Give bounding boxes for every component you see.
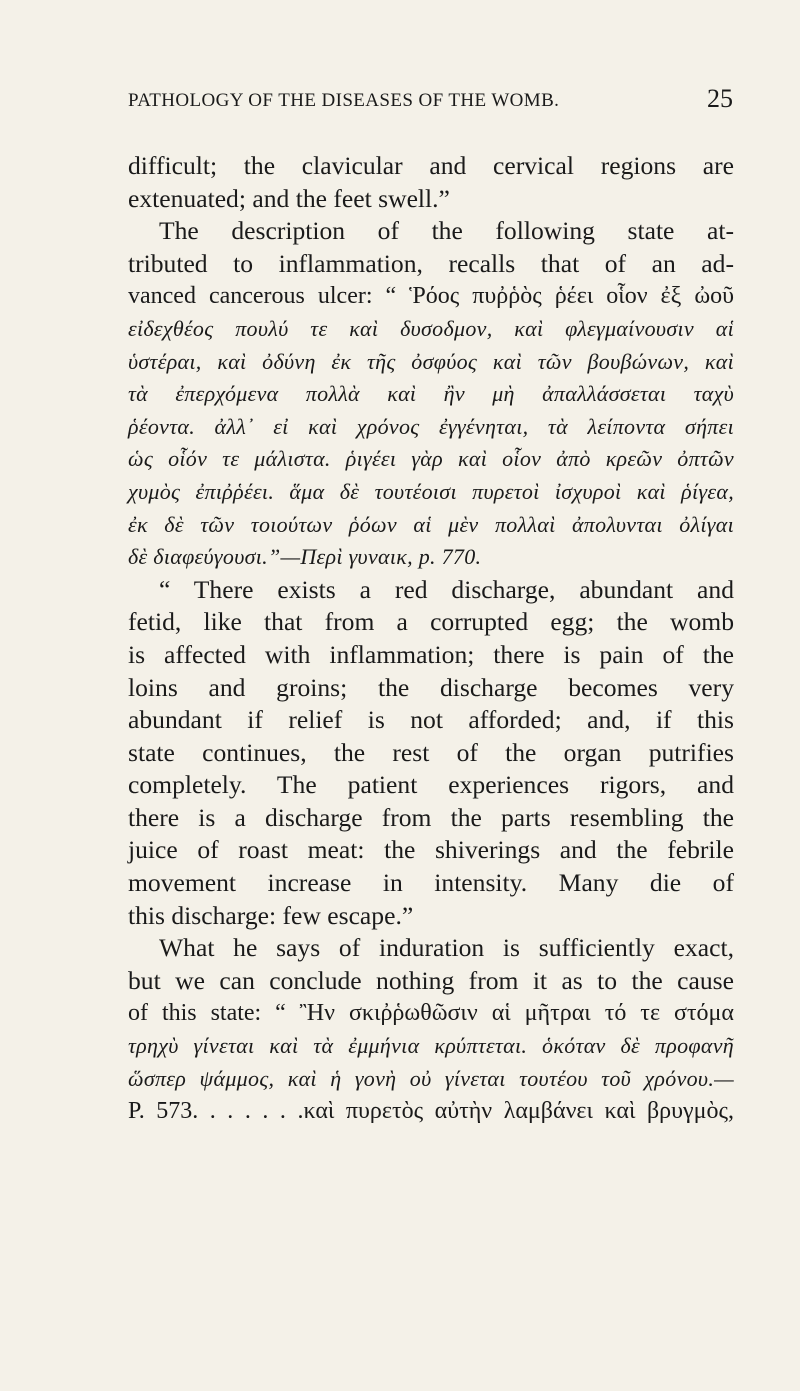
running-title: PATHOLOGY OF THE DISEASES OF THE WOMB.: [128, 90, 560, 111]
text-line: tributed to inflammation, recalls that of an ad-: [128, 248, 734, 278]
text-line: χυμὸς ἐπιῤῥέει. ἅμα δὲ τουτέοισι πυρετοὶ ἰσχυροὶ καὶ ῥίγεα,: [128, 478, 734, 504]
text-line: loins and groins; the discharge becomes very: [128, 672, 734, 702]
text-line: “ There exists a red discharge, abundant and: [159, 574, 734, 604]
text-line: δὲ διαφεύγουσι.”—Περὶ γυναικ, p. 770.: [128, 544, 482, 570]
text-line: abundant if relief is not afforded; and, if this: [128, 705, 734, 735]
body-text: [128, 150, 734, 1128]
text-line: ἐκ δὲ τῶν τοιούτων ῥόων αἱ μὲν πολλαὶ ἀπολυνται ὀλίγαι: [128, 511, 734, 537]
text-line: of this state: “ Ἢν σκιῤῥωθῶσιν αἱ μῆτραι τό τε στόμα: [128, 1000, 734, 1027]
page-number: 25: [707, 84, 733, 113]
text-line: ὡς οἷόν τε μάλιστα. ῥιγέει γὰρ καὶ οἷον ἀπὸ κρεῶν ὀπτῶν: [128, 446, 734, 472]
text-line: ῥέοντα. ἀλλ᾽ εἰ καὶ χρόνος ἐγγένηται, τὰ λείποντα σήπει: [128, 413, 734, 439]
text-line: this discharge: few escape.”: [128, 900, 414, 930]
text-line: fetid, like that from a corrupted egg; the womb: [128, 607, 734, 637]
text-line: ὥσπερ ψάμμος, καὶ ἡ γονὴ οὐ γίνεται τουτέου τοῦ χρόνου.—: [128, 1065, 734, 1091]
text-line: difficult; the clavicular and cervical regions are: [128, 151, 734, 180]
text-line: but we can conclude nothing from it as to the cause: [128, 965, 734, 995]
text-line: is affected with inflammation; there is pain of the: [128, 639, 734, 669]
running-head: [128, 84, 733, 124]
text-line: state continues, the rest of the organ putrifies: [128, 737, 734, 767]
text-line: P. 573. . . . . . .καὶ πυρετὸς αὐτὴν λαμβάνει καὶ βρυγμὸς,: [128, 1098, 734, 1125]
text-line: τὰ ἐπερχόμενα πολλὰ καὶ ἢν μὴ ἀπαλλάσσεται ταχὺ: [128, 381, 734, 407]
text-line: The description of the following state at-: [159, 216, 734, 246]
text-line: movement increase in intensity. Many die of: [128, 868, 734, 898]
text-line: juice of roast meat: the shiverings and the febrile: [128, 835, 734, 865]
text-line: εἰδεχθέος πουλύ τε καὶ δυσοδμον, καὶ φλεγμαίνουσιν αἱ: [128, 315, 734, 341]
text-line: there is a discharge from the parts resembling the: [128, 802, 734, 832]
text-line: τρηχὺ γίνεται καὶ τὰ ἐμμήνια κρύπτεται. ὁκόταν δὲ προφανῆ: [128, 1033, 734, 1059]
text-line: ὑστέραι, καὶ ὀδύνη ἐκ τῆς ὀσφύος καὶ τῶν βουβώνων, καὶ: [128, 348, 734, 374]
text-line: completely. The patient experiences rigors, and: [128, 770, 734, 800]
text-line: vanced cancerous ulcer: “ Ῥόος πυῤῥὸς ῥέει οἷον ἐξ ὠοῦ: [128, 283, 734, 310]
text-line: extenuated; and the feet swell.”: [128, 183, 450, 213]
text-line: What he says of induration is sufficiently exact,: [159, 933, 734, 963]
